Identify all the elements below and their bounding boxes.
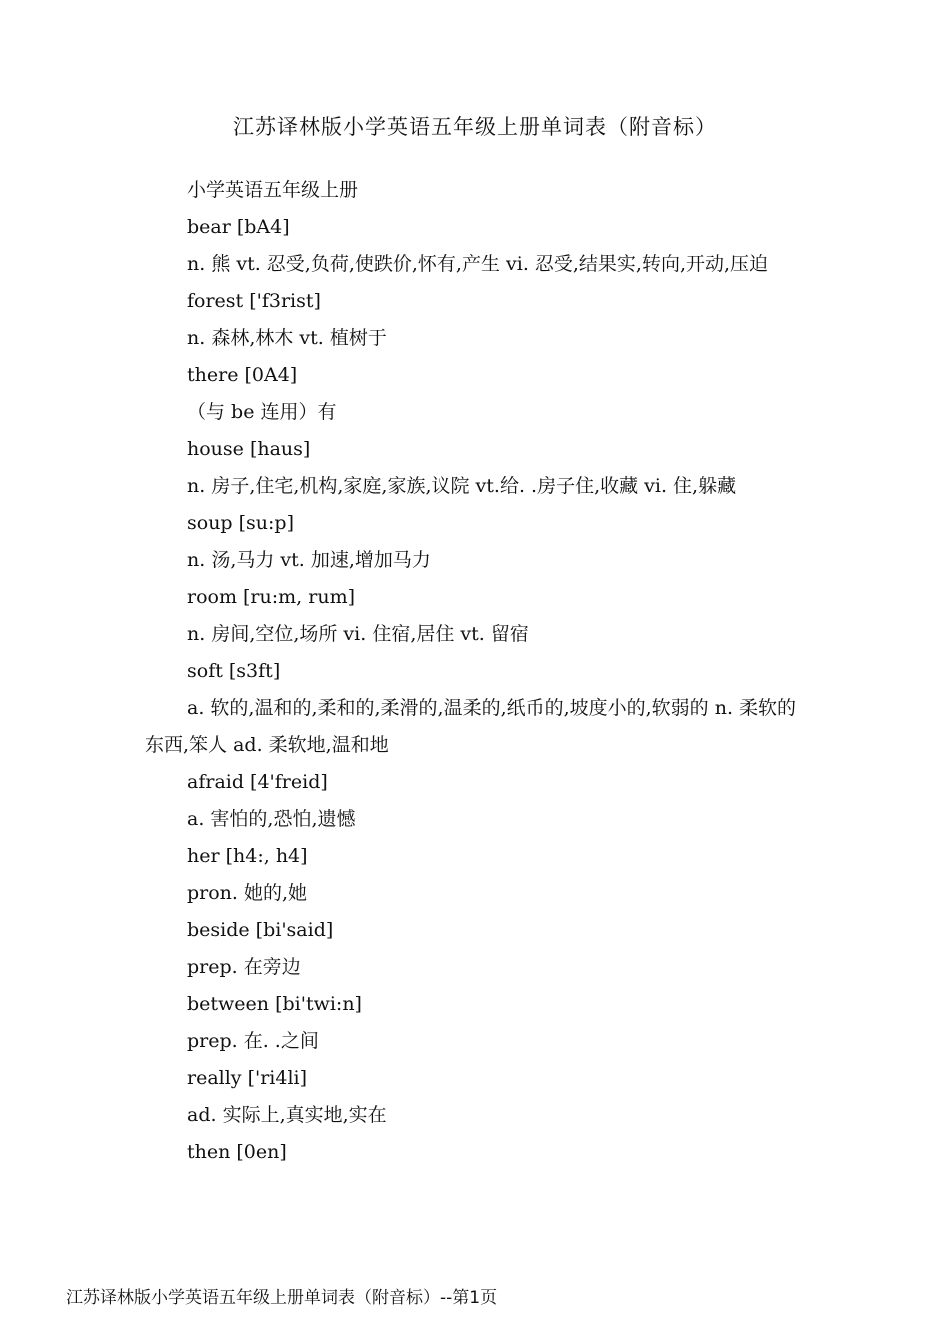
word-definition: n. 房子,住宅,机构,家庭,家族,议院 vt.给. .房子住,收藏 vi. 住,躲藏 xyxy=(187,475,737,497)
word-entry: house [haus] xyxy=(187,438,311,460)
word-entry: forest ['f3rist] xyxy=(187,290,321,312)
word-definition: a. 软的,温和的,柔和的,柔滑的,温柔的,纸币的,坡度小的,软弱的 n. 柔软的东西,笨人 ad. 柔软地,温和地 xyxy=(145,697,797,756)
word-definition: n. 汤,马力 vt. 加速,增加马力 xyxy=(187,549,431,571)
word-entry: bear [bA4] xyxy=(187,216,290,238)
word-entry: between [bi'twi:n] xyxy=(187,993,362,1015)
word-definition: n. 森林,林木 vt. 植树于 xyxy=(187,327,387,349)
word-definition: pron. 她的,她 xyxy=(187,882,308,904)
word-list xyxy=(145,172,810,1171)
word-entry: soft [s3ft] xyxy=(187,660,281,682)
word-definition: ad. 实际上,真实地,实在 xyxy=(187,1104,387,1126)
word-definition: （与 be 连用）有 xyxy=(187,401,337,423)
word-entry: her [h4:, h4] xyxy=(187,845,308,867)
word-entry: beside [bi'said] xyxy=(187,919,334,941)
word-entry: afraid [4'freid] xyxy=(187,771,328,793)
word-definition: a. 害怕的,恐怕,遗憾 xyxy=(187,808,356,830)
word-entry: room [ru:m, rum] xyxy=(187,586,355,608)
word-definition: prep. 在. .之间 xyxy=(187,1030,319,1052)
document-title: 江苏译林版小学英语五年级上册单词表（附音标） xyxy=(233,115,717,139)
word-entry: there [0A4] xyxy=(187,364,298,386)
word-entry: really ['ri4li] xyxy=(187,1067,308,1089)
word-definition: n. 房间,空位,场所 vi. 住宿,居住 vt. 留宿 xyxy=(187,623,529,645)
page-footer: 江苏译林版小学英语五年级上册单词表（附音标）--第1页 xyxy=(66,1288,498,1308)
word-entry: soup [su:p] xyxy=(187,512,295,534)
word-definition: n. 熊 vt. 忍受,负荷,使跌价,怀有,产生 vi. 忍受,结果实,转向,开动,压迫 xyxy=(187,253,769,275)
word-definition: prep. 在旁边 xyxy=(187,956,301,978)
word-entry: then [0en] xyxy=(187,1141,287,1163)
section-heading: 小学英语五年级上册 xyxy=(187,179,359,201)
